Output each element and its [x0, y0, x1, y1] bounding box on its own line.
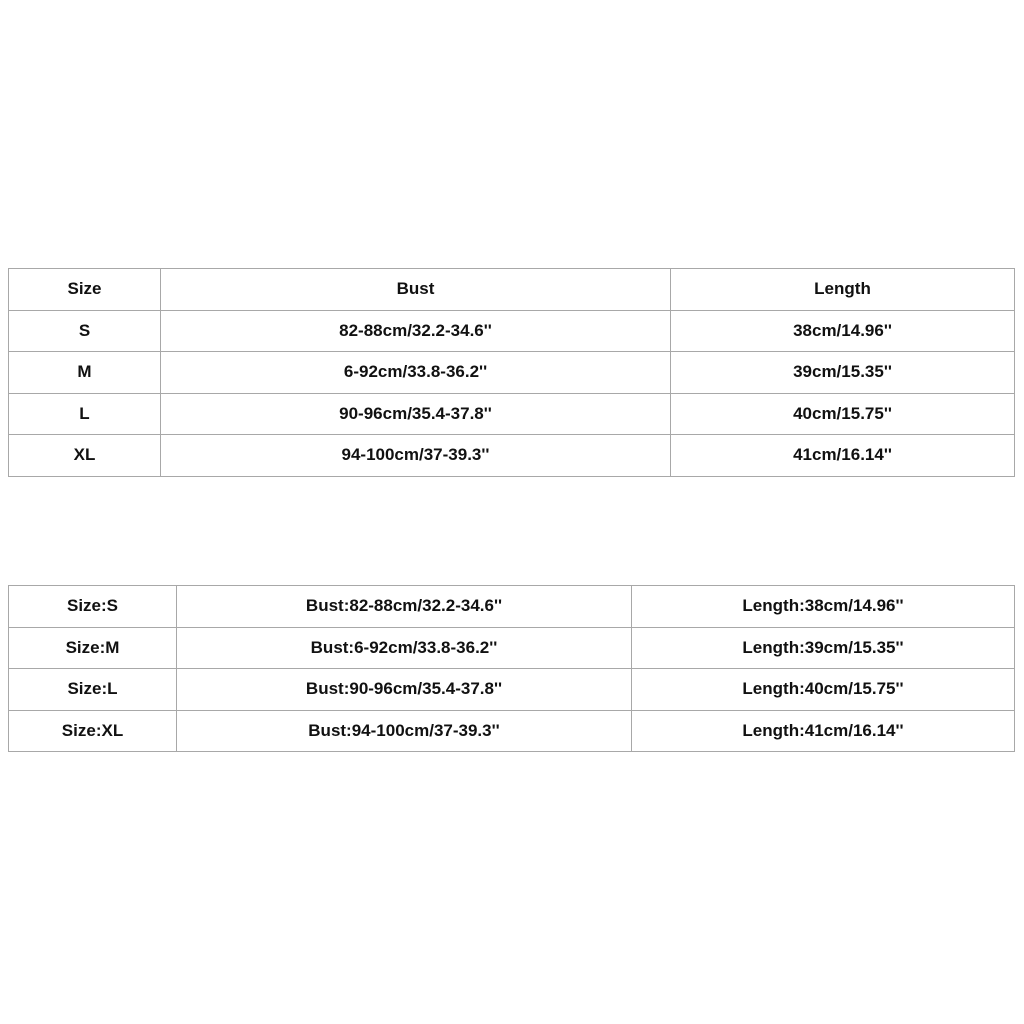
table-row [9, 627, 1015, 669]
header-length: Length [671, 269, 1015, 311]
length-cell: 40cm/15.75'' [671, 393, 1015, 435]
size-cell: Size:M [9, 627, 177, 669]
size-list-table [8, 585, 1015, 752]
length-cell: Length:40cm/15.75'' [632, 669, 1015, 711]
size-cell: Size:L [9, 669, 177, 711]
size-cell: Size:S [9, 586, 177, 628]
size-cell: M [9, 352, 161, 394]
size-cell: Size:XL [9, 710, 177, 752]
size-cell: L [9, 393, 161, 435]
table-row [9, 310, 1015, 352]
length-cell: 41cm/16.14'' [671, 435, 1015, 477]
length-cell: Length:41cm/16.14'' [632, 710, 1015, 752]
table-row [9, 586, 1015, 628]
bust-cell: Bust:94-100cm/37-39.3'' [177, 710, 632, 752]
size-cell: S [9, 310, 161, 352]
bust-cell: Bust:90-96cm/35.4-37.8'' [177, 669, 632, 711]
length-cell: 38cm/14.96'' [671, 310, 1015, 352]
table-row [9, 435, 1015, 477]
length-cell: Length:39cm/15.35'' [632, 627, 1015, 669]
table-row [9, 669, 1015, 711]
bust-cell: 6-92cm/33.8-36.2'' [161, 352, 671, 394]
size-chart-table [8, 268, 1015, 477]
header-bust: Bust [161, 269, 671, 311]
bust-cell: 82-88cm/32.2-34.6'' [161, 310, 671, 352]
size-cell: XL [9, 435, 161, 477]
bust-cell: 90-96cm/35.4-37.8'' [161, 393, 671, 435]
table-row [9, 352, 1015, 394]
length-cell: Length:38cm/14.96'' [632, 586, 1015, 628]
bust-cell: Bust:6-92cm/33.8-36.2'' [177, 627, 632, 669]
table-header-row [9, 269, 1015, 311]
length-cell: 39cm/15.35'' [671, 352, 1015, 394]
bust-cell: 94-100cm/37-39.3'' [161, 435, 671, 477]
table-row [9, 393, 1015, 435]
header-size: Size [9, 269, 161, 311]
bust-cell: Bust:82-88cm/32.2-34.6'' [177, 586, 632, 628]
table-row [9, 710, 1015, 752]
